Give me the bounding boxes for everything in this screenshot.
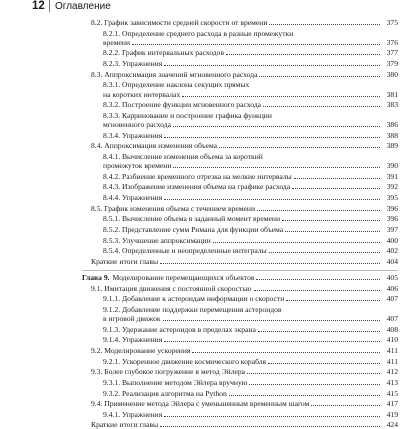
dot-leader [263,105,380,107]
dot-leader [258,330,380,332]
toc-page-number: 381 [386,89,398,99]
toc-page-number: 404 [386,256,398,266]
dot-leader [182,95,380,97]
toc-page-number: 407 [386,313,398,323]
toc-page-number: 415 [386,388,398,398]
toc-entry-title: 9.1.4. Упражнения [103,335,163,345]
dot-leader [311,404,380,406]
toc-entry-title-continuation: времени [103,37,131,47]
dot-leader [257,209,380,211]
toc-entry-title: 9.3.1. Выполнение методом Эйлера вручную [103,377,248,387]
dot-leader [173,125,380,127]
toc-page-number: 390 [386,160,398,170]
toc-entry-title: 8.3. Аппроксимация значений мгновенного расхода [91,69,258,79]
toc-entry-title: 9.1.3. Удержание астероидов в пределах экрана [103,324,256,334]
toc-entry-title: 9.2.1. Ускоренное движение космического корабля [103,356,267,366]
dot-leader [160,262,380,264]
toc-entry-title: 9.4. Применение метода Эйлера с уменьшенным временным шагом [91,399,310,409]
dot-leader [282,219,380,221]
toc-page-number: 386 [386,119,398,129]
toc-page-number: 391 [386,171,398,181]
page-number: 12 [32,0,45,12]
toc-entry-title-continuation: в игровой движок [103,313,161,323]
toc-page-number: 407 [386,294,398,304]
toc-page-number: 376 [386,37,398,47]
dot-leader [268,362,380,364]
toc-entry-title: 9.1.2. Добавление поддержки перемещения астероидов [103,304,282,314]
toc-page-number: 411 [386,345,398,355]
dot-leader [213,241,380,243]
toc-entry-title: 8.4. Аппроксимация изменения объема [91,141,218,151]
dot-leader [256,278,380,280]
dot-leader [286,299,380,301]
toc-page-number: 379 [386,59,398,69]
toc-page-number: 413 [386,377,398,387]
toc-entry-title: 8.4.1. Вычисление изменения объема за короткий [103,151,263,161]
dot-leader [229,394,380,396]
toc-page-number: 417 [386,399,398,409]
dot-leader [164,415,380,417]
toc-page-number: 380 [386,69,398,79]
toc-entry-title: Краткие итоги главы [91,256,159,266]
toc-entry-title: 8.4.2. Разбиение временного отрезка на мелкие интервалы [103,171,292,181]
toc-page-number: 408 [386,324,398,334]
toc-page-number: 377 [386,48,398,58]
dot-leader [259,75,380,77]
toc-entry-title: 9.2. Моделирование ускорения [91,345,191,355]
toc-entry-title: 8.3.2. Построение функции мгновенного расхода [103,100,262,110]
toc-entry-title: 8.5. График изменения объема с течением времени [91,203,256,213]
toc-entry-title-continuation: промежуток времени [103,160,172,170]
toc-entry-title: 9.3. Более глубокое погружение в метод Эйлера [91,367,246,377]
dot-leader [173,166,380,168]
dot-leader [247,372,380,374]
dot-leader [292,187,380,189]
toc-entry-title: Краткие итоги главы [91,420,159,429]
toc-entry-title: Моделирование перемещающихся объектов [112,273,255,283]
dot-leader [226,53,380,55]
toc-page-number: 410 [386,335,398,345]
toc-entry-title: 8.4.3. Изображение изменения объема на графике расхода [103,182,291,192]
dot-leader [249,383,380,385]
toc-page-number: 388 [386,130,398,140]
toc-page-number: 400 [386,235,398,245]
toc-entry-title: 8.5.2. Представление сумм Римана для функции объема [103,224,284,234]
toc-entry-title: 8.2. График зависимости средней скорости от времени [91,18,268,28]
toc-entry-title: 8.2.2. График интервальных расходов [103,48,225,58]
toc-page-number: 395 [386,192,398,202]
toc-page-number: 412 [386,367,398,377]
toc-entry-title-continuation: на коротких интервалах [103,89,181,99]
toc-page-number: 406 [386,283,398,293]
toc-page-number: 396 [386,214,398,224]
toc-entry-title: 9.3.2. Реализация алгоритма на Python [103,388,227,398]
chapter-separator [82,270,398,271]
dot-leader [164,198,380,200]
dot-leader [254,289,380,291]
dot-leader [163,319,380,321]
dot-leader [164,64,380,66]
toc-entry-title: 9.1.1. Добавление к астероидам информации о скорости [103,294,285,304]
dot-leader [269,23,380,25]
toc-page-number: 402 [386,246,398,256]
toc-entry-title: 9.4.1. Упражнения [103,409,163,419]
toc-page-number: 392 [386,182,398,192]
toc-entry-title: 8.2.3. Упражнения [103,59,163,69]
dot-leader [192,351,380,353]
dot-leader [269,251,380,253]
toc-entry-title: 8.3.3. Карринование и построение графика функции [103,110,272,120]
dot-leader [294,177,380,179]
toc-entry-title: 8.3.1. Определение наклона секущих прямых [103,80,250,90]
dot-leader [160,425,380,427]
toc-page-number: 424 [386,420,398,429]
toc-page-number: 389 [386,141,398,151]
toc-entry-title: 8.5.4. Определенные и неопределенные интегралы [103,246,267,256]
dot-leader [132,43,380,45]
toc-entry-title: 8.4.4. Упражнения [103,192,163,202]
toc-page-number: 396 [386,203,398,213]
dot-leader [285,230,380,232]
toc-page-number: 375 [386,18,398,28]
dot-leader [164,136,380,138]
toc-entry-title: 8.3.4. Упражнения [103,130,163,140]
toc-page-number: 397 [386,224,398,234]
toc-page-number: 411 [386,356,398,366]
chapter-label: Глава 9. [82,273,110,283]
toc-entry-title: 8.5.3. Улучшение аппроксимации [103,235,211,245]
dot-leader [164,340,380,342]
toc-entry-title-continuation: мгновенного расхода [103,119,171,129]
toc-page-number: 383 [386,100,398,110]
toc-page-number: 405 [386,273,398,283]
toc-entry-title: 8.5.1. Вычисление объема в заданный момент времени [103,214,281,224]
toc-page-number: 419 [386,409,398,419]
toc-entry-title: 9.1. Имитация движения с постоянной скоростью [91,283,252,293]
toc-entry-title: 8.2.1. Определение среднего расхода в разные промежутки [103,28,294,38]
page-title: Оглавление [55,1,111,12]
dot-leader [219,146,380,148]
